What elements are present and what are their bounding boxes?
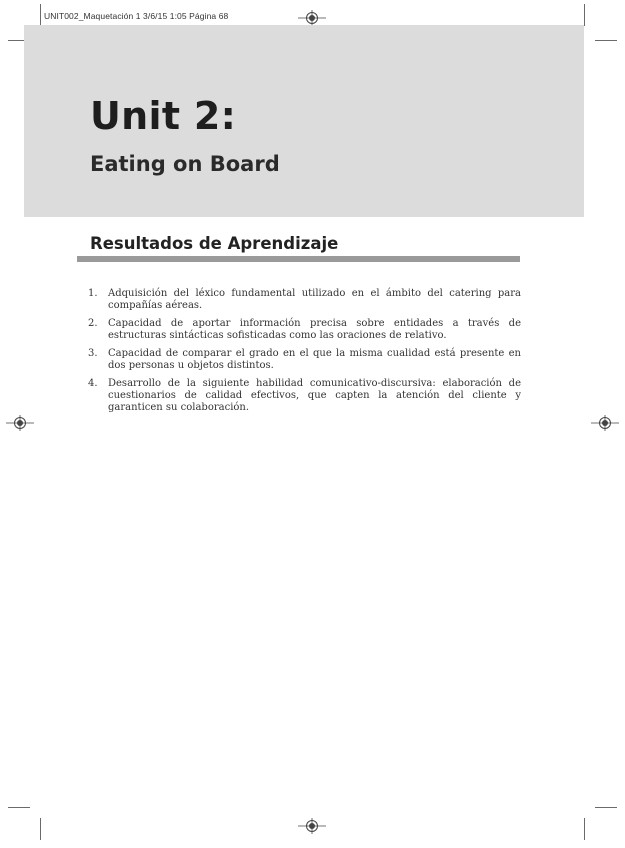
unit-subtitle: Eating on Board: [90, 152, 280, 176]
crop-mark-bottom-right-horizontal: [595, 807, 617, 808]
list-item: [88, 348, 521, 372]
list-item-text: Desarrollo de la siguiente habilidad comunicativo-discursiva: elaboración de cuestionarios de calidad efectivos, que capten la atención del cliente y garanticen su colaboración.: [108, 378, 521, 413]
learning-outcomes-list: [88, 288, 521, 420]
list-item-text: Capacidad de comparar el grado en el que la misma cualidad está presente en dos personas u objetos distintos.: [108, 348, 521, 371]
list-item: [88, 378, 521, 414]
registration-mark-left-icon: [6, 415, 34, 431]
list-item-text: Capacidad de aportar información precisa sobre entidades a través de estructuras sintácticas sofisticadas como las oraciones de relativo.: [108, 318, 521, 341]
registration-mark-bottom-icon: [298, 818, 326, 834]
print-slug: UNIT002_Maquetación 1 3/6/15 1:05 Página 68: [44, 11, 229, 21]
list-item-number: 4.: [88, 378, 98, 389]
crop-mark-bottom-left-horizontal: [8, 807, 30, 808]
crop-mark-bottom-left-vertical: [40, 818, 41, 840]
crop-mark-bottom-right-vertical: [584, 818, 585, 840]
list-item-number: 2.: [88, 318, 98, 329]
list-item-text: Adquisición del léxico fundamental utilizado en el ámbito del catering para compañías aéreas.: [108, 288, 521, 311]
crop-mark-top-right-horizontal: [595, 40, 617, 41]
list-item-number: 1.: [88, 288, 98, 299]
registration-mark-top-icon: [298, 10, 326, 26]
section-heading: Resultados de Aprendizaje: [90, 234, 339, 253]
list-item: [88, 318, 521, 342]
crop-mark-top-left-vertical: [40, 4, 41, 26]
list-item: [88, 288, 521, 312]
registration-mark-right-icon: [591, 415, 619, 431]
list-item-number: 3.: [88, 348, 98, 359]
unit-title: Unit 2:: [90, 94, 237, 138]
section-rule: [77, 256, 520, 262]
crop-mark-top-right-vertical: [584, 4, 585, 26]
